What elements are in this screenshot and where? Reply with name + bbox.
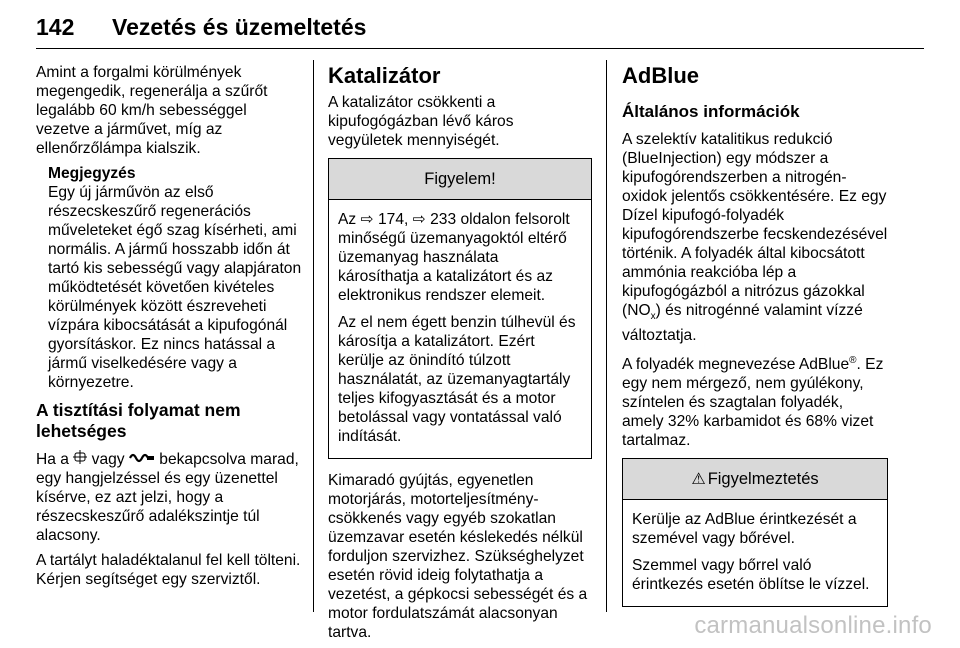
column-left: [36, 63, 304, 595]
section-title-adblue: AdBlue: [622, 63, 699, 88]
warning-paragraph: Szemmel vagy bőrrel való érintkezés esetén öblítse le vízzel.: [632, 557, 870, 594]
warning-triangle-icon: ⚠: [691, 471, 706, 489]
watermark: carmanualsonline.info: [694, 612, 932, 639]
warning-box: [622, 458, 888, 607]
caution-box-title: Figyelem!: [329, 159, 591, 200]
paragraph: Ha a vagy bekapcsolva marad, egy hangjelzéssel és egy üzenettel kísérve, ez azt jelzi, hogy a részecskeszűrő adalékszintje túl alacsony.: [36, 451, 299, 544]
subsection-title: Általános információk: [622, 102, 800, 121]
warning-paragraph: Kerülje az AdBlue érintkezését a szemével vagy bőrével.: [632, 511, 857, 548]
caution-paragraph: Az el nem égett benzin túlhevül és károsítja a katalizátort. Ezért kerülje az önindító túlzott használatát, az üzemanyagtartály teljes kifogyasztását és a motor betolással vagy vontatással való indítását.: [338, 314, 576, 445]
page-ref-arrow-icon: ⇨: [412, 211, 426, 228]
caution-box-body: [329, 200, 591, 458]
paragraph: A folyadék megnevezése AdBlue®. Ez egy nem mérgező, nem gyúlékony, színtelen és szagtalan folyadék, amely 32% karbamidot és 68% vizet tartalmaz.: [622, 355, 884, 450]
paragraph: A tartályt haladéktalanul fel kell tölteni. Kérjen segítséget egy szerviztől.: [36, 552, 301, 588]
note-text: Egy új járművön az első részecskeszűrő regenerációs műveleteket égő szag kísérheti, ami normális. A jármű hosszabb időn át tartó kis sebességű vagy alapjáraton működtetését követően kivételes körülmények között észreveheti vízpára kibocsátását a kipufogónál gyorsításkor. Ez nincs hatással a jármű viselkedésére vagy a környezetre.: [48, 184, 302, 391]
intro-paragraph: A katalizátor csökkenti a kipufogógázban lévő káros vegyületek mennyiségét.: [328, 94, 514, 149]
chapter-title: Vezetés és üzemeltetés: [112, 14, 367, 40]
page-header: [36, 4, 924, 50]
column-divider: [313, 60, 314, 612]
paragraph: A szelektív katalitikus redukció (BlueInjection) egy módszer a kipufogórendszerben a nitrogén-oxidok jelentős csökkentésére. Ez egy Dízel kipufogó-folyadék kipufogórendszerbe fecskendezésével történik. A folyadék által kibocsátott ammónia reakcióba lép a kipufogógázból a nitrózus gázokkal $(NO_x)$ és nitrogénné valamint vízzé változtatja.: [622, 131, 888, 345]
column-divider: [606, 60, 607, 612]
section-heading: A tisztítási folyamat nem lehetséges: [36, 400, 241, 441]
page-number: 142: [36, 14, 75, 40]
note-title: Megjegyzés: [48, 165, 136, 182]
page-ref-arrow-icon: ⇨: [360, 211, 374, 228]
caution-paragraph: Az ⇨ 174, ⇨ 233 oldalon felsorolt minőségű üzemanyagoktól eltérő üzemanyag használata károsíthatja a katalizátort és az elektronikus rendszer elemeit.: [338, 211, 570, 304]
caution-box: [328, 158, 592, 459]
note-block: [48, 164, 304, 392]
glow-plug-icon: [129, 450, 155, 469]
warning-box-body: [623, 500, 887, 606]
paragraph: Kimaradó gyújtás, egyenetlen motorjárás, motorteljesítmény-csökkenés vagy egyéb szokatlan üzemzavar esetén késlekedés nélkül forduljon szervizhez. Szükséghelyzet esetén rövid ideig folytathatja a vezetést, a gépkocsi sebességét és a motor fordulatszámát alacsonyan tartva.: [328, 472, 588, 641]
warning-box-title: ⚠ Figyelmeztetés: [623, 459, 887, 500]
particle-filter-icon: [73, 450, 87, 469]
header-divider: [36, 48, 924, 49]
section-title-catalyst: Katalizátor: [328, 63, 441, 88]
column-right: [622, 63, 888, 619]
column-middle: [328, 63, 592, 648]
intro-paragraph: Amint a forgalmi körülmények megengedik, regenerálja a szűrőt legalább 60 km/h sebességgel vezetve a járművet, míg az ellenőrzőlámpa kialszik.: [36, 64, 268, 157]
